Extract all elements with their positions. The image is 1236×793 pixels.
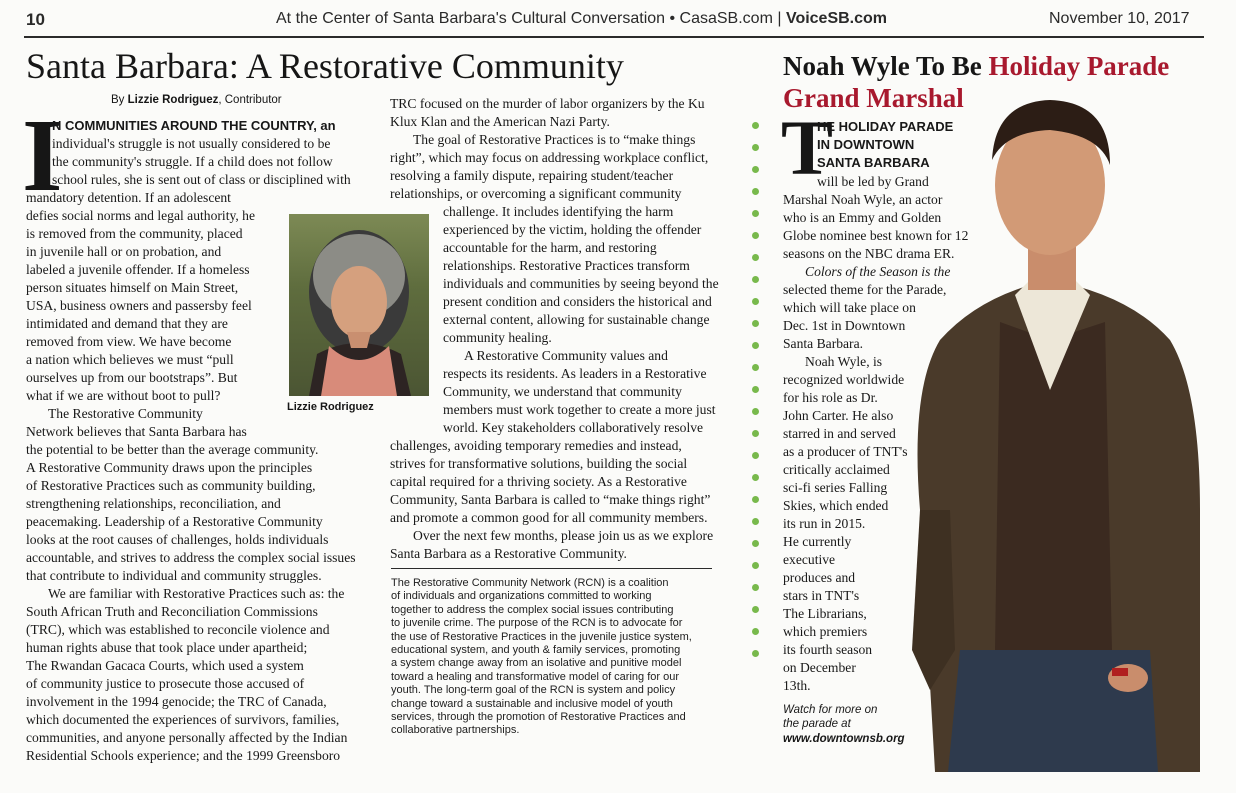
side-body-line: John Carter. He also: [783, 408, 894, 423]
column-1-line: peacemaking. Leadership of a Restorative Community: [26, 514, 323, 529]
column-1-line: in juvenile hall or on probation, and: [26, 244, 222, 259]
column-1-line: labeled a juvenile offender. If a homeless: [26, 262, 250, 277]
byline-role: , Contributor: [218, 94, 282, 106]
side-headline-red-1: Holiday Parade: [988, 51, 1170, 81]
side-body-line: as a producer of TNT's: [783, 444, 908, 459]
noah-wyle-photo: [900, 90, 1205, 772]
side-body-line: Dec. 1st in Downtown: [783, 318, 906, 333]
column-1-line: ourselves up from our bootstraps”. But: [26, 370, 238, 385]
column-1-line: removed from view. We have become: [26, 334, 232, 349]
column-2-line: world. Key stakeholders collaboratively resolve: [443, 420, 704, 435]
column-1-line: that contribute to individual and community struggles.: [26, 568, 322, 583]
side-body-line: stars in TNT's: [783, 588, 860, 603]
column-2-line: challenges, avoiding temporary remedies and instead,: [390, 438, 682, 453]
side-footer-line: www.downtownsb.org: [783, 733, 905, 745]
column-2-line: strives for transformative solutions, building the social: [390, 456, 688, 471]
box-rule: [391, 568, 712, 569]
column-1-line: defies social norms and legal authority, he: [26, 208, 256, 223]
column-1-line: N COMMUNITIES AROUND THE COUNTRY, an: [52, 118, 336, 133]
column-2-line: community healing.: [443, 330, 552, 345]
side-lead-line: HE HOLIDAY PARADE: [817, 119, 954, 134]
side-headline-black: Noah Wyle To Be: [783, 51, 989, 81]
rcn-box-line: The Restorative Community Network (RCN) is a coalition: [391, 577, 669, 589]
rcn-box-line: change toward a sustainable and inclusive model of youth: [391, 697, 673, 710]
column-1-line: a nation which believes we must “pull: [26, 352, 234, 367]
column-2-line: Over the next few months, please join us as we explore: [413, 528, 714, 543]
side-body-line: Globe nominee best known for 12: [783, 228, 969, 243]
column-1-line: involvement in the 1994 genocide; the TRC of Canada,: [26, 694, 327, 709]
divider-dot: [752, 210, 759, 217]
side-footer-line: the parade at: [783, 718, 851, 730]
column-2-line: right”, which may focus on addressing workplace conflict,: [390, 150, 709, 165]
side-body-line: critically acclaimed: [783, 462, 890, 477]
side-body-line: who is an Emmy and Golden: [783, 210, 942, 225]
column-1-line: A Restorative Community draws upon the principles: [26, 460, 313, 475]
byline-author: Lizzie Rodriguez: [127, 94, 219, 106]
rcn-box-line: a system change away from an isolative and punitive model: [391, 657, 682, 670]
column-2-line: TRC focused on the murder of labor organizers by the Ku: [390, 96, 705, 111]
column-1-line: which documented the experiences of survivors, families,: [26, 712, 340, 727]
column-1-line: person situates himself on Main Street,: [26, 280, 239, 295]
column-2-line: external content, allowing for sustainable change: [443, 312, 710, 327]
main-drop-cap: I: [22, 98, 63, 213]
column-1-line: The Restorative Community: [48, 406, 203, 421]
side-body-line: produces and: [783, 570, 856, 585]
column-1-line: Network believes that Santa Barbara has: [26, 424, 247, 439]
side-body-line: for his role as Dr.: [783, 390, 878, 405]
divider-dot: [752, 232, 759, 239]
divider-dot: [752, 144, 759, 151]
divider-dot: [752, 518, 759, 525]
side-body-line: starred in and served: [783, 426, 896, 441]
rcn-box-line: to juvenile crime. The purpose of the RCN is to advocate for: [391, 617, 683, 630]
side-body-line: its fourth season: [783, 642, 873, 657]
divider-dot: [752, 474, 759, 481]
byline-prefix: By: [111, 94, 128, 106]
column-2-line: capital required for a thriving society. As a Restorative: [390, 474, 687, 489]
divider-dot: [752, 430, 759, 437]
side-body-line: Skies, which ended: [783, 498, 889, 513]
noah-wyle-portrait: [900, 90, 1205, 772]
divider-dot: [752, 650, 759, 657]
column-1-line: South African Truth and Reconciliation Commissions: [26, 604, 318, 619]
side-lead-line: IN DOWNTOWN: [817, 137, 915, 152]
side-body-line: which premiers: [783, 624, 868, 639]
divider-dot: [752, 342, 759, 349]
side-body-line: The Librarians,: [783, 606, 867, 621]
rcn-box-line: services, through the promotion of Restorative Practices and: [391, 711, 686, 723]
side-body-line: Marshal Noah Wyle, an actor: [783, 192, 943, 207]
column-2-line: Santa Barbara as a Restorative Community.: [390, 546, 627, 561]
column-1-line: is removed from the community, placed: [26, 226, 243, 241]
rcn-box-line: toward a healing and transformative model of caring for our: [391, 670, 679, 683]
contributor-photo: [289, 214, 429, 396]
divider-dot: [752, 188, 759, 195]
column-2-line: A Restorative Community values and: [464, 348, 668, 363]
column-1-line: school rules, she is sent out of class or disciplined with: [52, 172, 351, 187]
divider-dot: [752, 166, 759, 173]
side-footer-line: Watch for more on: [783, 704, 878, 716]
column-2-line: members must work together to create a more just: [443, 402, 716, 417]
column-1-line: looks at the root causes of challenges, holds individuals: [26, 532, 329, 547]
photo-caption: Lizzie Rodriguez: [287, 401, 374, 413]
column-1-line: Residential Schools experience; and the 1999 Greensboro: [26, 748, 341, 763]
divider-dot: [752, 276, 759, 283]
column-2-line: individuals and communities by seeing beyond the: [443, 276, 719, 291]
contributor-portrait: [289, 214, 429, 396]
side-body-line: 13th.: [783, 678, 811, 693]
column-2-line: challenge. It includes identifying the harm: [443, 204, 674, 219]
divider-dot: [752, 584, 759, 591]
divider-dot: [752, 606, 759, 613]
column-1-line: the community's struggle. If a child does not follow: [52, 154, 333, 169]
rcn-box-line: collaborative partnerships.: [391, 724, 520, 737]
column-2-line: relationships, or overcoming a significant community: [390, 186, 682, 201]
column-1-line: (TRC), which was established to reconcile violence and: [26, 622, 330, 637]
column-1-line: of Restorative Practices such as community building,: [26, 478, 316, 493]
byline: [111, 94, 282, 106]
divider-dot: [752, 386, 759, 393]
column-2-line: Community, we understand that community: [443, 384, 682, 399]
side-body-line: executive: [783, 552, 836, 567]
divider-dot: [752, 298, 759, 305]
column-1-line: USA, business owners and passersby feel: [26, 298, 252, 313]
side-body-line: He currently: [783, 534, 852, 549]
header-brand[interactable]: VoiceSB.com: [785, 10, 888, 27]
column-2-line: Klux Klan and the American Nazi Party.: [390, 114, 610, 129]
rcn-box-line: youth. The long-term goal of the RCN is system and policy: [391, 684, 676, 697]
page-number: 10: [26, 10, 45, 29]
divider-dot: [752, 408, 759, 415]
rcn-box-line: of individuals and organizations committed to working: [391, 590, 652, 603]
column-2-line: The goal of Restorative Practices is to “make things: [413, 132, 696, 147]
column-2-line: relationships. Restorative Practices transform: [443, 258, 690, 273]
column-2-line: and promote a common good for all community members.: [390, 510, 708, 525]
side-body-line: which will take place on: [783, 300, 916, 315]
rcn-box-line: the use of Restorative Practices in the juvenile justice system,: [391, 630, 692, 643]
side-body-line: Colors of the Season is the: [805, 264, 951, 279]
divider-dot: [752, 254, 759, 261]
divider-dot: [752, 496, 759, 503]
side-body-line: sci-fi series Falling: [783, 480, 888, 495]
column-1-line: We are familiar with Restorative Practices such as: the: [48, 586, 345, 601]
column-1-line: mandatory detention. If an adolescent: [26, 190, 231, 205]
column-2-line: resolving a family dispute, repairing student/teacher: [390, 168, 674, 183]
column-1-line: intimidated and demand that they are: [26, 316, 228, 331]
divider-dot: [752, 628, 759, 635]
side-headline-line-1: [783, 50, 1169, 82]
side-body-line: Santa Barbara.: [783, 336, 864, 351]
column-1-line: individual's struggle is not usually considered to be: [52, 136, 331, 151]
side-body-line: recognized worldwide: [783, 372, 905, 387]
column-1-line: accountable, and strives to address the complex social issues: [26, 550, 356, 565]
divider-dot: [752, 452, 759, 459]
column-2-line: respects its residents. As leaders in a Restorative: [443, 366, 707, 381]
column-1-line: of community justice to prosecute those accused of: [26, 676, 305, 691]
column-1-line: strengthening relationships, reconciliation, and: [26, 496, 281, 511]
rcn-box-line: educational system, and youth & family services, promoting: [391, 644, 681, 656]
side-drop-cap: T: [781, 104, 834, 191]
divider-dot: [752, 540, 759, 547]
header-tagline-text: At the Center of Santa Barbara's Cultural Conversation • CasaSB.com |: [276, 10, 786, 27]
column-1-line: what if we are without boot to pull?: [26, 388, 221, 403]
divider-dot: [752, 364, 759, 371]
header-date: November 10, 2017: [1049, 10, 1190, 27]
column-1-line: The Rwandan Gacaca Courts, which used a system: [26, 658, 304, 673]
divider-dot: [752, 562, 759, 569]
column-1-line: communities, and anyone personally affected by the Indian: [26, 730, 348, 745]
divider-dot: [752, 320, 759, 327]
side-headline-line-2: Grand Marshal: [783, 83, 964, 113]
header-tagline: [276, 10, 887, 28]
column-2-line: experienced by the victim, holding the offender: [443, 222, 702, 237]
side-body-line: seasons on the NBC drama ER.: [783, 246, 955, 261]
column-2-line: present condition and considers the historical and: [443, 294, 712, 309]
column-2-line: Community, Santa Barbara is called to “make things right”: [390, 492, 711, 507]
side-body-line: will be led by Grand: [817, 174, 929, 189]
side-body-line: selected theme for the Parade,: [783, 282, 947, 297]
main-headline: Santa Barbara: A Restorative Community: [26, 46, 624, 86]
rcn-box-line: together to address the complex social issues contributing: [391, 603, 674, 616]
side-lead-line: SANTA BARBARA: [817, 155, 930, 170]
divider-dot: [752, 122, 759, 129]
column-1-line: human rights abuse that took place under apartheid;: [26, 640, 308, 655]
column-2-line: accountable for the harm, and restoring: [443, 240, 657, 255]
side-body-line: on December: [783, 660, 856, 675]
side-body-line: Noah Wyle, is: [805, 354, 883, 369]
side-body-line: its run in 2015.: [783, 516, 866, 531]
header-rule: [24, 36, 1204, 38]
column-1-line: the potential to be better than the average community.: [26, 442, 319, 457]
